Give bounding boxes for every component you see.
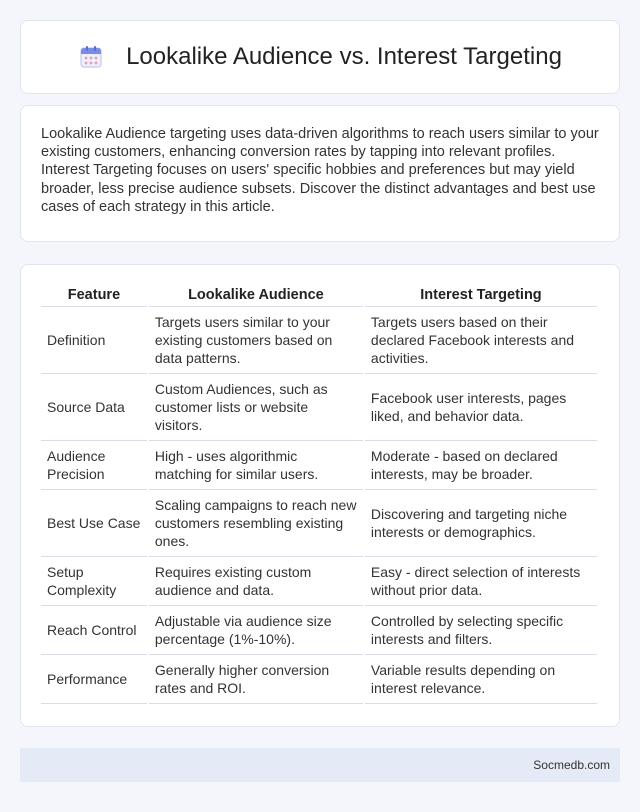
table-row [41,557,597,606]
cell-feature: Best Use Case [41,490,147,557]
header-interest: Interest Targeting [365,283,597,307]
cell-interest: Facebook user interests, pages liked, and behavior data. [365,374,597,441]
intro-card [20,105,620,242]
header-lookalike: Lookalike Audience [149,283,363,307]
cell-feature: Source Data [41,374,147,441]
page-title: Lookalike Audience vs. Interest Targeting [126,43,562,70]
intro-paragraph: Lookalike Audience targeting uses data-driven algorithms to reach users similar to your existing customers, enhancing conversion rates by tapping into relevant profiles. Interest Targeting focuses on users' specific hobbies and preferences but may yield broader, less precise audience subsets. Discover the distinct advantages and best use cases of each strategy in this article. [41,126,599,215]
cell-feature: Audience Precision [41,441,147,490]
cell-lookalike: Generally higher conversion rates and ROI. [149,655,363,704]
comparison-table [39,283,599,704]
cell-interest: Variable results depending on interest relevance. [365,655,597,704]
cell-interest: Controlled by selecting specific interests and filters. [365,606,597,655]
cell-interest: Moderate - based on declared interests, may be broader. [365,441,597,490]
cell-interest: Targets users based on their declared Facebook interests and activities. [365,307,597,374]
header-feature: Feature [41,283,147,307]
cell-lookalike: Scaling campaigns to reach new customers resembling existing ones. [149,490,363,557]
cell-feature: Performance [41,655,147,704]
cell-lookalike: Targets users similar to your existing customers based on data patterns. [149,307,363,374]
comparison-card [20,264,620,727]
title-card [20,20,620,94]
table-row [41,490,597,557]
cell-interest: Easy - direct selection of interests without prior data. [365,557,597,606]
cell-feature: Definition [41,307,147,374]
cell-lookalike: Custom Audiences, such as customer lists or website visitors. [149,374,363,441]
table-row [41,606,597,655]
table-header-row [41,283,597,307]
footer-site-link[interactable]: Socmedb.com [533,758,610,772]
table-row [41,441,597,490]
footer [20,748,620,782]
table-row [41,374,597,441]
cell-feature: Reach Control [41,606,147,655]
cell-feature: Setup Complexity [41,557,147,606]
table-row [41,307,597,374]
cell-lookalike: High - uses algorithmic matching for similar users. [149,441,363,490]
table-row [41,655,597,704]
cell-interest: Discovering and targeting niche interests or demographics. [365,490,597,557]
calendar-icon [78,44,104,70]
cell-lookalike: Requires existing custom audience and data. [149,557,363,606]
cell-lookalike: Adjustable via audience size percentage (1%-10%). [149,606,363,655]
